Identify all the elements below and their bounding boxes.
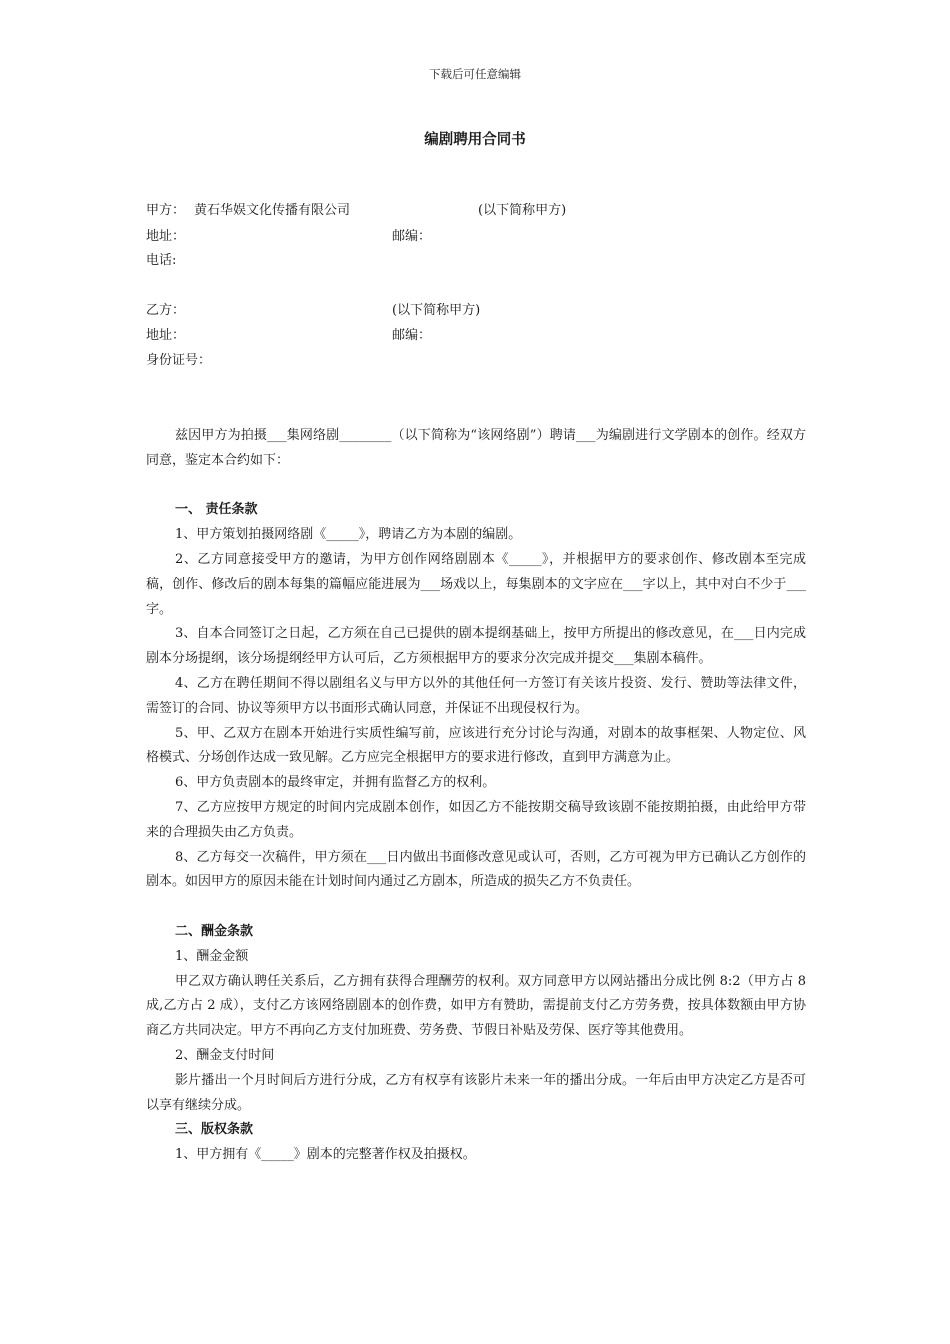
clause-1-6: 6、甲方负责剧本的最终审定，并拥有监督乙方的权利。 <box>175 775 496 791</box>
clause-1-3: 3、自本合同签订之日起，乙方须在自己已提供的剧本提纲基础上，按甲方所提出的修改意见，在___日内完成剧本分场提纲，该分场提纲经甲方认可后，乙方须根据甲方的要求分次完成并提交___集剧本稿件。 <box>146 626 806 667</box>
clause-2-1-text: 甲乙双方确认聘任关系后，乙方拥有获得合理酬劳的权利。双方同意甲方以网站播出分成比例 8:2（甲方占 8 成,乙方占 2 成），支付乙方该网络剧剧本的创作费，如甲方有赞助，需提前支付乙方劳务费，按具体数额由甲方协商乙方共同决定。甲方不再向乙方支付加班费、劳务费、节假日补贴及劳保、医疗等其他费用。 <box>146 973 806 1039</box>
clause-1-1: 1、甲方策划拍摄网络剧《_____》，聘请乙方为本剧的编剧。 <box>175 527 522 543</box>
clause-1-4: 4、乙方在聘任期间不得以剧组名义与甲方以外的其他任何一方签订有关该片投资、发行、赞助等法律文件，需签订的合同、协议等须甲方以书面形式确认同意，并保证不出现侵权行为。 <box>146 675 806 716</box>
page-header: 下载后可任意编辑 <box>429 67 521 81</box>
clause-1-5: 5、甲、乙双方在剧本开始进行实质性编写前，应该进行充分讨论与沟通，对剧本的故事框架、人物定位、风格模式、分场创作达成一致见解。乙方应完全根据甲方的要求进行修改，直到甲方满意为止。 <box>146 725 806 766</box>
section-1-heading: 一、 责任条款 <box>175 502 258 518</box>
party-b-postcode-label: 邮编： <box>392 328 432 343</box>
clause-1-2: 2、乙方同意接受甲方的邀请，为甲方创作网络剧剧本《_____》，并根据甲方的要求创作、修改剧本至完成稿，创作、修改后的剧本每集的篇幅应能进展为___场戏以上，每集剧本的文字应在___字以上，其中对白不少于___字。 <box>146 551 806 617</box>
intro-paragraph: 兹因甲方为拍摄___集网络剧________（以下简称为“该网络剧”）聘请___为编剧进行文学剧本的创作。经双方同意，鉴定本合约如下： <box>146 428 806 468</box>
party-a-phone-label: 电话: <box>146 253 177 268</box>
party-a-alias: (以下简称甲方) <box>478 203 567 218</box>
party-b-alias: (以下简称甲方) <box>392 303 481 318</box>
clause-2-2-text: 影片播出一个月时间后方进行分成，乙方有权享有该影片未来一年的播出分成。一年后由甲方决定乙方是否可以享有继续分成。 <box>146 1072 806 1113</box>
party-a-label: 甲方： <box>146 203 186 218</box>
clause-1-8: 8、乙方每交一次稿件，甲方须在___日内做出书面修改意见或认可，否则，乙方可视为甲方已确认乙方创作的剧本。如因甲方的原因未能在计划时间内通过乙方剧本，所造成的损失乙方不负责任。 <box>146 849 806 890</box>
party-b-id-label: 身份证号： <box>146 353 212 368</box>
document-title: 编剧聘用合同书 <box>424 131 526 148</box>
section-3-heading: 三、版权条款 <box>175 1122 254 1138</box>
party-a-name: 黄石华娱文化传播有限公司 <box>194 203 351 218</box>
clause-2-1-title: 1、酬金金额 <box>175 948 249 964</box>
clause-2-2-title: 2、酬金支付时间 <box>175 1047 275 1063</box>
party-b-label: 乙方： <box>146 303 186 318</box>
contract-body <box>146 424 806 1168</box>
party-a-postcode-label: 邮编： <box>392 229 432 244</box>
section-2-heading: 二、酬金条款 <box>175 923 254 939</box>
clause-3-1: 1、甲方拥有《_____》剧本的完整著作权及拍摄权。 <box>175 1147 476 1163</box>
party-a-address-label: 地址： <box>146 229 186 244</box>
clause-1-7: 7、乙方应按甲方规定的时间内完成剧本创作，如因乙方不能按期交稿导致该剧不能按期拍摄，由此给甲方带来的合理损失由乙方负责。 <box>146 799 806 840</box>
party-b-address-label: 地址： <box>146 328 186 343</box>
